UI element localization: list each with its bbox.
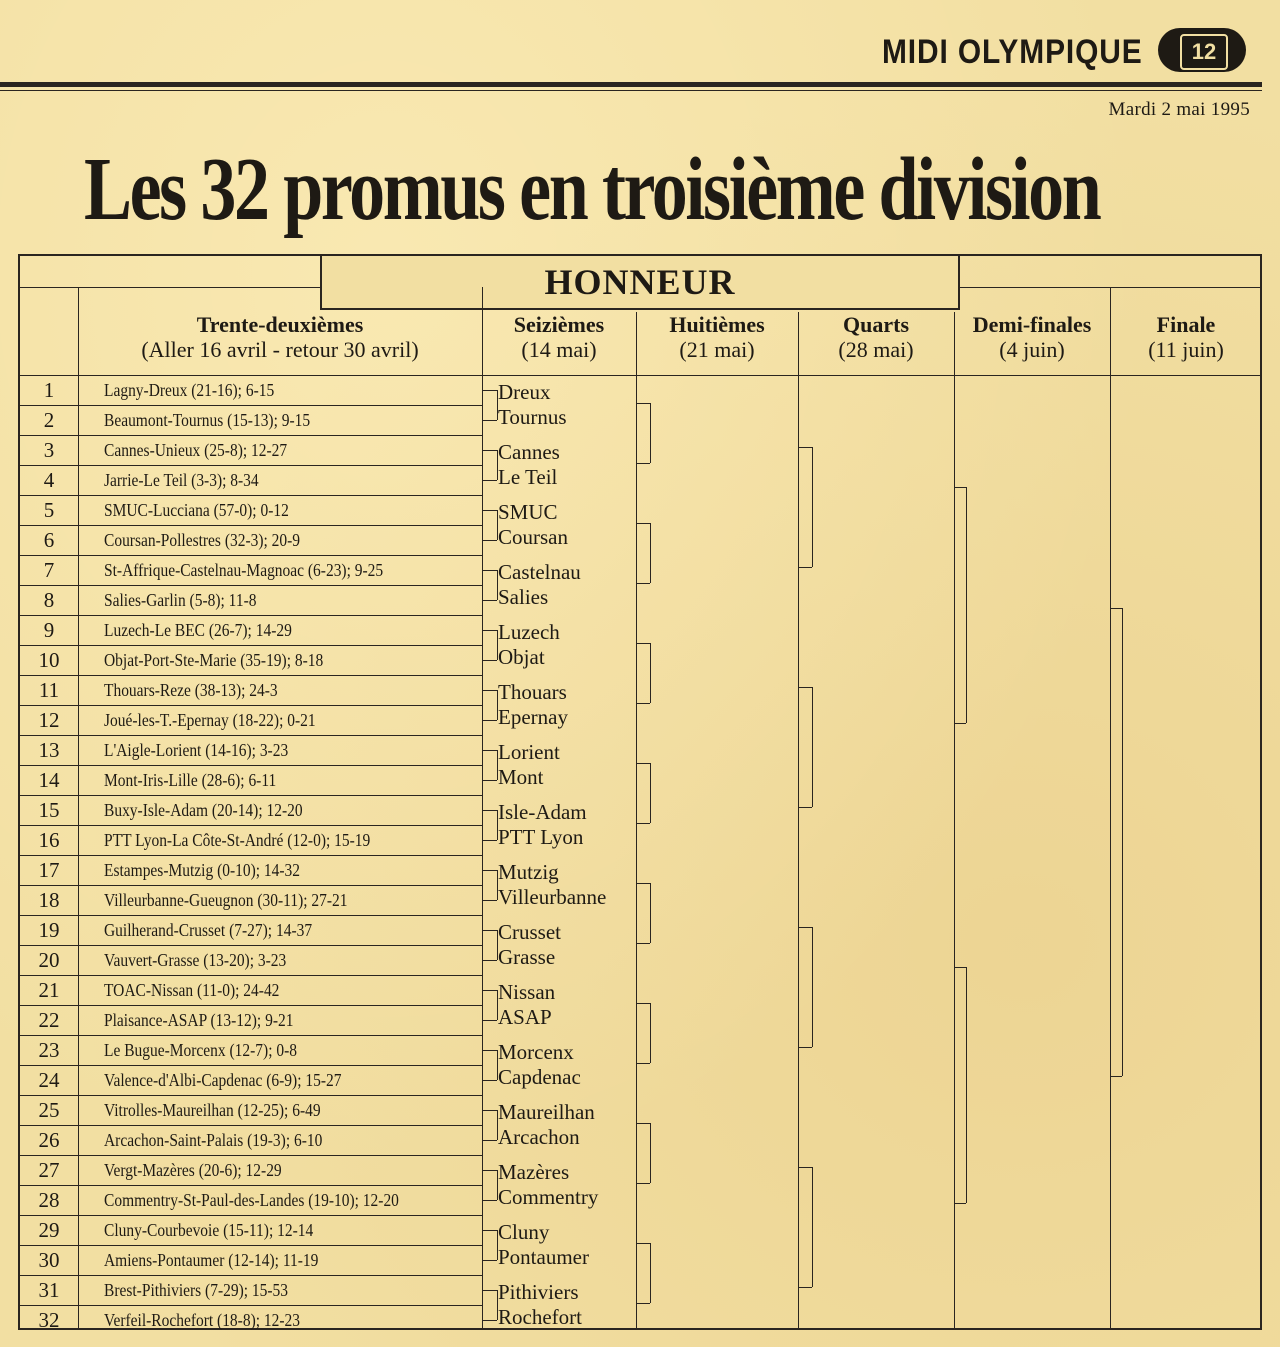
qualified-team: Thouars — [498, 680, 567, 704]
issue-date: Mardi 2 mai 1995 — [1108, 99, 1250, 120]
match-number: 25 — [38, 1098, 60, 1122]
masthead-logo: MIDI OLYMPIQUE — [882, 33, 1143, 71]
match-number: 18 — [38, 888, 60, 912]
bracket-connector — [636, 703, 650, 704]
row-rule — [18, 615, 482, 616]
bracket-connector — [482, 1290, 497, 1291]
bracket-connector — [636, 1123, 650, 1124]
row-rule — [18, 1215, 482, 1216]
bracket-connector — [636, 1183, 650, 1184]
match-result: Joué-les-T.-Epernay (18-22); 0-21 — [104, 710, 316, 730]
bracket-connector — [650, 1003, 651, 1063]
qualified-team: Dreux — [498, 380, 551, 404]
row-rule — [18, 975, 482, 976]
match-result: Brest-Pithiviers (7-29); 15-53 — [104, 1280, 289, 1300]
bracket-connector — [966, 967, 967, 1203]
qualified-team: Luzech — [498, 620, 560, 644]
match-result: Vitrolles-Maureilhan (12-25); 6-49 — [104, 1100, 321, 1120]
match-number: 6 — [43, 528, 55, 552]
match-number: 22 — [38, 1008, 60, 1032]
bracket-connector — [482, 1230, 497, 1231]
bracket-connector — [482, 1200, 497, 1201]
match-result: Le Bugue-Morcenx (12-7); 0-8 — [104, 1040, 298, 1060]
bracket-connector — [812, 1167, 813, 1287]
match-result: Vauvert-Grasse (13-20); 3-23 — [104, 950, 287, 970]
match-number: 19 — [38, 918, 60, 942]
column-header-finale — [1110, 312, 1262, 362]
qualified-team: Grasse — [498, 945, 556, 969]
match-number: 24 — [38, 1068, 60, 1092]
match-result: Mont-Iris-Lille (28-6); 6-11 — [104, 770, 277, 790]
row-rule — [18, 885, 482, 886]
match-result: Buxy-Isle-Adam (20-14); 12-20 — [104, 800, 303, 820]
qualified-team: Objat — [498, 645, 545, 669]
qualified-team: Crusset — [498, 920, 561, 944]
bracket-connector — [636, 643, 650, 644]
bracket-connector — [482, 570, 497, 571]
header-bottom-rule — [18, 375, 1262, 376]
match-result: St-Affrique-Castelnau-Magnoac (6-23); 9-25 — [104, 560, 384, 580]
qualified-team: Villeurbanne — [498, 885, 607, 909]
qualified-team: Nissan — [498, 980, 556, 1004]
bracket-connector — [798, 807, 812, 808]
column-header-seiziemes — [482, 312, 636, 362]
match-result: Beaumont-Tournus (15-13); 9-15 — [104, 410, 311, 430]
bracket-connector — [636, 823, 650, 824]
bracket-connector — [798, 1287, 812, 1288]
row-rule — [18, 735, 482, 736]
bracket-connector — [650, 883, 651, 943]
bracket-connector — [482, 1110, 497, 1111]
row-rule — [18, 945, 482, 946]
bracket-connector — [482, 1080, 497, 1081]
qualified-team: Pithiviers — [498, 1280, 579, 1304]
row-rule — [18, 1005, 482, 1006]
bracket-connector — [636, 943, 650, 944]
bracket-connector — [482, 750, 497, 751]
match-number: 5 — [43, 498, 55, 522]
match-number: 3 — [43, 438, 55, 462]
match-number: 4 — [43, 468, 55, 492]
match-number: 28 — [38, 1188, 60, 1212]
row-rule — [18, 1305, 482, 1306]
match-number: 27 — [38, 1158, 60, 1182]
bracket-connector — [636, 1243, 650, 1244]
row-rule — [18, 795, 482, 796]
qualified-team: Maureilhan — [498, 1100, 595, 1124]
qualified-team: ASAP — [498, 1005, 552, 1029]
column-date: (14 mai) — [521, 337, 597, 362]
match-number: 1 — [43, 378, 55, 402]
qualified-team: Cluny — [498, 1220, 550, 1244]
qualified-team: Mazères — [498, 1160, 570, 1184]
column-divider — [482, 287, 483, 1330]
row-rule — [18, 645, 482, 646]
bracket-connector — [650, 523, 651, 583]
qualified-team: Le Teil — [498, 465, 558, 489]
header-rule — [0, 82, 1262, 87]
qualified-team: Lorient — [498, 740, 560, 764]
match-number: 9 — [43, 618, 55, 642]
bracket-connector — [482, 900, 497, 901]
match-result: Thouars-Reze (38-13); 24-3 — [104, 680, 278, 700]
column-title: Quarts — [843, 312, 909, 337]
bracket-connector — [497, 750, 498, 780]
match-result: Villeurbanne-Gueugnon (30-11); 27-21 — [104, 890, 348, 910]
column-title: Huitièmes — [669, 312, 765, 337]
bracket-connector — [482, 990, 497, 991]
bracket-connector — [798, 927, 812, 928]
row-rule — [18, 1155, 482, 1156]
bracket-connector — [650, 1123, 651, 1183]
bracket-connector — [482, 1260, 497, 1261]
bracket-connector — [798, 1047, 812, 1048]
bracket-connector — [482, 1050, 497, 1051]
bracket-connector — [798, 567, 812, 568]
match-number: 21 — [38, 978, 60, 1002]
qualified-team: Mutzig — [498, 860, 559, 884]
match-number: 10 — [38, 648, 60, 672]
bracket-connector — [482, 1170, 497, 1171]
qualified-team: SMUC — [498, 500, 558, 524]
bracket-connector — [497, 690, 498, 720]
match-number: 20 — [38, 948, 60, 972]
match-number: 14 — [38, 768, 60, 792]
qualified-team: Pontaumer — [498, 1245, 589, 1269]
match-number: 12 — [38, 708, 60, 732]
bracket-connector — [482, 390, 497, 391]
bracket-connector — [482, 930, 497, 931]
bracket-connector — [1122, 608, 1123, 1076]
qualified-team: Rochefort — [498, 1305, 582, 1329]
match-result: Jarrie-Le Teil (3-3); 8-34 — [104, 470, 259, 490]
qualified-team: Salies — [498, 585, 549, 609]
bracket-connector — [954, 1203, 966, 1204]
row-rule — [18, 495, 482, 496]
qualified-team: Morcenx — [498, 1040, 574, 1064]
match-number: 26 — [38, 1128, 60, 1152]
row-rule — [18, 465, 482, 466]
bracket-connector — [482, 1140, 497, 1141]
match-number: 7 — [43, 558, 55, 582]
bracket-connector — [482, 690, 497, 691]
bracket-connector — [497, 450, 498, 480]
number-column-divider — [78, 287, 79, 1330]
row-rule — [18, 1275, 482, 1276]
section-title: HONNEUR — [320, 256, 960, 310]
bracket-connector — [636, 403, 650, 404]
match-result: Coursan-Pollestres (32-3); 20-9 — [104, 530, 301, 550]
match-number: 8 — [43, 588, 55, 612]
header-rule-left — [18, 287, 320, 288]
match-result: Objat-Port-Ste-Marie (35-19); 8-18 — [104, 650, 324, 670]
bracket-connector — [482, 1320, 497, 1321]
row-rule — [18, 1245, 482, 1246]
bracket-connector — [482, 480, 497, 481]
bracket-connector — [482, 780, 497, 781]
column-divider — [954, 312, 955, 1330]
match-number: 31 — [38, 1278, 60, 1302]
match-number: 30 — [38, 1248, 60, 1272]
match-result: Amiens-Pontaumer (12-14); 11-19 — [104, 1250, 319, 1270]
bracket-connector — [482, 810, 497, 811]
bracket-connector — [954, 967, 966, 968]
row-rule — [18, 1095, 482, 1096]
match-result: L'Aigle-Lorient (14-16); 3-23 — [104, 740, 289, 760]
row-rule — [18, 435, 482, 436]
match-result: Guilherand-Crusset (7-27); 14-37 — [104, 920, 313, 940]
bracket-connector — [636, 583, 650, 584]
bracket-connector — [482, 720, 497, 721]
column-date: (28 mai) — [838, 337, 914, 362]
bracket-connector — [812, 927, 813, 1047]
qualified-team: Isle-Adam — [498, 800, 587, 824]
bracket-connector — [650, 643, 651, 703]
page-number: 12 — [1180, 34, 1228, 70]
column-date: (Aller 16 avril - retour 30 avril) — [141, 337, 419, 362]
bracket-connector — [497, 510, 498, 540]
bracket-connector — [636, 523, 650, 524]
match-result: Plaisance-ASAP (13-12); 9-21 — [104, 1010, 294, 1030]
bracket-connector — [636, 1063, 650, 1064]
bracket-connector — [497, 870, 498, 900]
bracket-connector — [482, 540, 497, 541]
qualified-team: Capdenac — [498, 1065, 581, 1089]
column-divider — [636, 312, 637, 1330]
column-date: (11 juin) — [1148, 337, 1224, 362]
bracket-connector — [966, 487, 967, 723]
qualified-team: Commentry — [498, 1185, 599, 1209]
bracket-connector — [798, 447, 812, 448]
bracket-connector — [497, 390, 498, 420]
row-rule — [18, 705, 482, 706]
bracket-connector — [482, 870, 497, 871]
bracket-connector — [497, 1290, 498, 1320]
qualified-team: Arcachon — [498, 1125, 580, 1149]
row-rule — [18, 915, 482, 916]
bracket-connector — [482, 510, 497, 511]
column-divider — [798, 312, 799, 1330]
page-number-badge — [1158, 28, 1246, 72]
match-number: 15 — [38, 798, 60, 822]
bracket-connector — [497, 1050, 498, 1080]
column-header-quarts — [798, 312, 954, 362]
match-result: Cluny-Courbevoie (15-11); 12-14 — [104, 1220, 314, 1240]
bracket-connector — [636, 463, 650, 464]
column-date: (21 mai) — [679, 337, 755, 362]
bracket-connector — [812, 447, 813, 567]
bracket-connector — [482, 840, 497, 841]
match-number: 17 — [38, 858, 60, 882]
row-rule — [18, 1185, 482, 1186]
bracket-connector — [636, 1003, 650, 1004]
header-rule-thin — [0, 90, 1262, 91]
bracket-connector — [497, 1230, 498, 1260]
match-result: Vergt-Mazères (20-6); 12-29 — [104, 1160, 282, 1180]
bracket-connector — [497, 930, 498, 960]
match-number: 11 — [38, 678, 60, 702]
bracket-connector — [812, 687, 813, 807]
column-header-huitiemes — [636, 312, 798, 362]
bracket-connector — [482, 600, 497, 601]
qualified-team: Cannes — [498, 440, 560, 464]
match-result: Salies-Garlin (5-8); 11-8 — [104, 590, 257, 610]
match-number: 13 — [38, 738, 60, 762]
match-result: Arcachon-Saint-Palais (19-3); 6-10 — [104, 1130, 323, 1150]
bracket-connector — [650, 763, 651, 823]
row-rule — [18, 585, 482, 586]
row-rule — [18, 405, 482, 406]
row-rule — [18, 855, 482, 856]
row-rule — [18, 1065, 482, 1066]
bracket-connector — [482, 630, 497, 631]
match-number: 23 — [38, 1038, 60, 1062]
headline: Les 32 promus en troisième division — [84, 140, 1100, 239]
bracket-connector — [636, 883, 650, 884]
column-title: Seizièmes — [513, 312, 605, 337]
qualified-team: Coursan — [498, 525, 568, 549]
row-rule — [18, 525, 482, 526]
qualified-team: Castelnau — [498, 560, 581, 584]
bracket-connector — [497, 1110, 498, 1140]
match-result: SMUC-Lucciana (57-0); 0-12 — [104, 500, 289, 520]
column-title: Demi-finales — [972, 312, 1092, 337]
bracket-connector — [497, 570, 498, 600]
match-result: Lagny-Dreux (21-16); 6-15 — [104, 380, 275, 400]
row-rule — [18, 675, 482, 676]
match-result: Luzech-Le BEC (26-7); 14-29 — [104, 620, 292, 640]
bracket-connector — [1110, 608, 1122, 609]
column-title: Trente-deuxièmes — [196, 312, 364, 337]
bracket-connector — [482, 450, 497, 451]
match-number: 16 — [38, 828, 60, 852]
bracket-connector — [497, 990, 498, 1020]
column-divider — [1110, 287, 1111, 1330]
match-number: 29 — [38, 1218, 60, 1242]
bracket-connector — [1110, 1076, 1122, 1077]
header-rule-right — [960, 287, 1262, 288]
bracket-connector — [497, 1170, 498, 1200]
match-result: Valence-d'Albi-Capdenac (6-9); 15-27 — [104, 1070, 342, 1090]
column-header-demi-finales — [954, 312, 1110, 362]
column-title: Finale — [1156, 312, 1216, 337]
bracket-connector — [798, 687, 812, 688]
row-rule — [18, 1125, 482, 1126]
bracket-connector — [497, 810, 498, 840]
match-result: Verfeil-Rochefort (18-8); 12-23 — [104, 1310, 301, 1330]
match-number: 2 — [43, 408, 55, 432]
match-number: 32 — [38, 1308, 60, 1332]
bracket-connector — [954, 723, 966, 724]
bracket-connector — [482, 660, 497, 661]
bracket-connector — [482, 420, 497, 421]
match-result: TOAC-Nissan (11-0); 24-42 — [104, 980, 280, 1000]
match-result: PTT Lyon-La Côte-St-André (12-0); 15-19 — [104, 830, 371, 850]
bracket-connector — [482, 960, 497, 961]
bracket-connector — [954, 487, 966, 488]
row-rule — [18, 825, 482, 826]
bracket-connector — [482, 1020, 497, 1021]
bracket-connector — [798, 1167, 812, 1168]
bracket-connector — [497, 630, 498, 660]
qualified-team: Epernay — [498, 705, 568, 729]
qualified-team: Tournus — [498, 405, 567, 429]
qualified-team: PTT Lyon — [498, 825, 584, 849]
bracket-connector — [650, 1243, 651, 1303]
bracket-connector — [650, 403, 651, 463]
row-rule — [18, 555, 482, 556]
bracket-connector — [636, 1303, 650, 1304]
bracket-connector — [636, 763, 650, 764]
qualified-team: Mont — [498, 765, 544, 789]
column-date: (4 juin) — [999, 337, 1065, 362]
match-result: Commentry-St-Paul-des-Landes (19-10); 12-20 — [104, 1190, 399, 1210]
match-result: Estampes-Mutzig (0-10); 14-32 — [104, 860, 301, 880]
row-rule — [18, 1035, 482, 1036]
match-result: Cannes-Unieux (25-8); 12-27 — [104, 440, 288, 460]
column-header-trente-deuxiemes — [78, 312, 482, 362]
row-rule — [18, 765, 482, 766]
